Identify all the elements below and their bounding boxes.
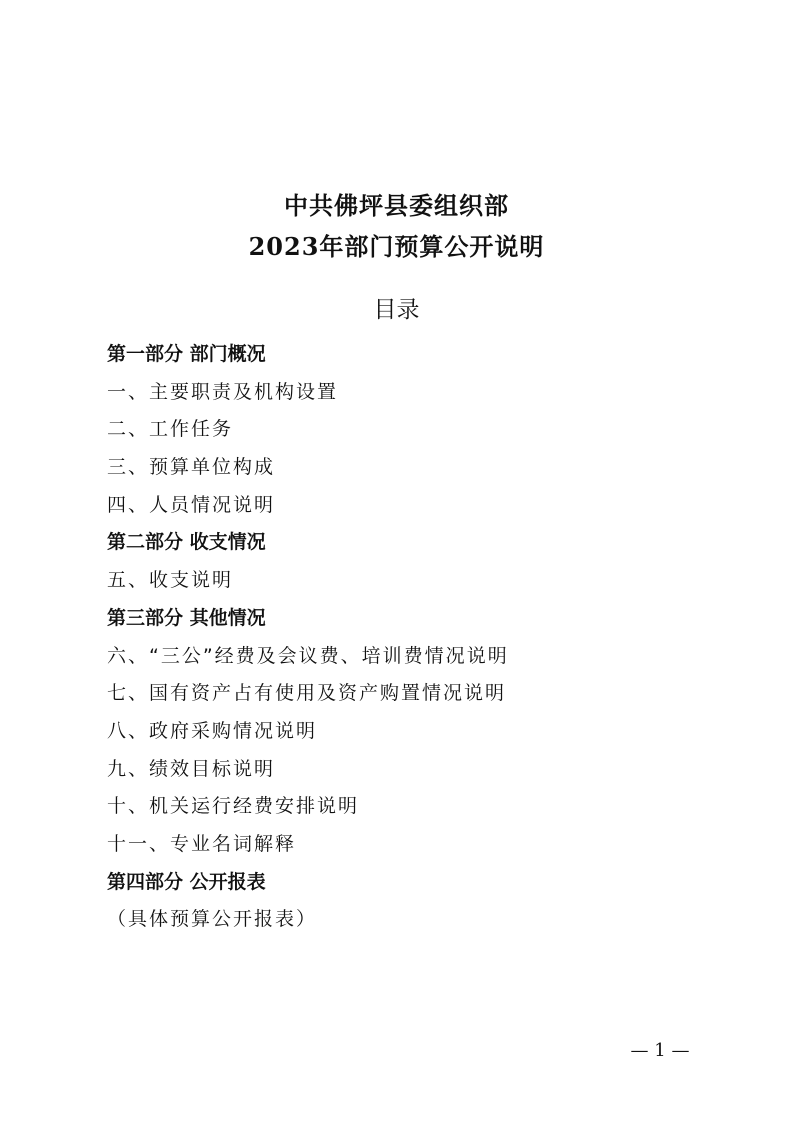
toc-item-3: 三、预算单位构成 (107, 456, 276, 479)
toc-item-8: 八、政府采购情况说明 (107, 719, 318, 742)
toc-item-4: 四、人员情况说明 (107, 493, 276, 516)
table-of-contents (107, 336, 707, 939)
toc-item-5: 五、收支说明 (107, 569, 234, 592)
toc-item-10: 十、机关运行经费安排说明 (107, 795, 360, 818)
document-title-line2: 2023年部门预算公开说明 (248, 232, 545, 261)
toc-item-2: 二、工作任务 (107, 418, 234, 441)
page-number: — 1 — (630, 1040, 690, 1061)
toc-part-2: 第二部分 收支情况 (107, 531, 266, 554)
toc-item-tables: （具体预算公开报表） (107, 908, 318, 931)
toc-item-9: 九、绩效目标说明 (107, 757, 276, 780)
toc-part-4: 第四部分 公开报表 (107, 870, 266, 893)
toc-part-1: 第一部分 部门概况 (107, 343, 266, 365)
toc-item-6: 六、“三公”经费及会议费、培训费情况说明 (107, 644, 509, 667)
document-title-line1: 中共佛坪县委组织部 (284, 191, 509, 220)
toc-item-1: 一、主要职责及机构设置 (107, 380, 339, 403)
toc-part-3: 第三部分 其他情况 (107, 606, 266, 629)
toc-item-7: 七、国有资产占有使用及资产购置情况说明 (107, 682, 507, 705)
toc-item-11: 十一、专业名词解释 (107, 832, 297, 855)
toc-heading: 目录 (373, 297, 420, 323)
